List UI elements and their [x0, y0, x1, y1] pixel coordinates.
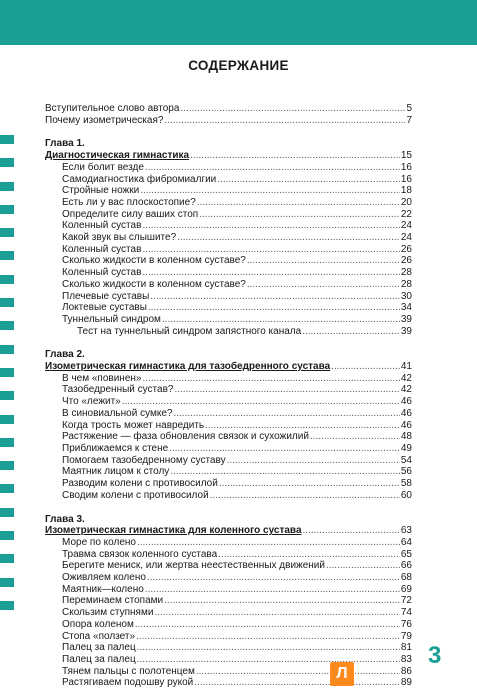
leader-dots [210, 490, 400, 502]
toc-item-page: 74 [400, 607, 412, 619]
toc-item[interactable] [45, 549, 412, 561]
leader-dots [174, 384, 399, 396]
toc-item-title: Стройные ножки [62, 185, 140, 197]
toc-item[interactable] [45, 619, 412, 631]
chapter-heading-page: 63 [400, 525, 412, 537]
toc-item-title: Коленный сустав [62, 220, 142, 232]
toc-item[interactable] [45, 232, 412, 244]
leader-dots [170, 466, 400, 478]
chapter-label: Глава 2. [45, 349, 85, 361]
toc-item-page: 20 [400, 196, 412, 208]
toc-item-title: Туннельный синдром [62, 313, 161, 325]
leader-dots [180, 103, 405, 115]
side-marker [0, 508, 14, 517]
toc-item-title: Вступительное слово автора [45, 103, 180, 114]
chapter2-items [45, 373, 412, 502]
toc-item-page: 46 [400, 407, 412, 419]
toc-item-page: 69 [400, 583, 412, 595]
leader-dots [196, 666, 400, 678]
toc-item-page: 39 [400, 325, 412, 337]
toc-item[interactable] [45, 209, 412, 221]
toc-item[interactable] [45, 267, 412, 279]
side-marker [0, 438, 14, 447]
toc-item[interactable] [45, 255, 412, 267]
side-markers [0, 135, 14, 624]
top-accent-bar [0, 0, 477, 45]
chapter-heading-row[interactable] [45, 150, 412, 162]
toc-item-title: Какой звук вы слышите? [62, 232, 177, 244]
leader-dots [302, 326, 400, 338]
toc-item-page: 68 [400, 572, 412, 584]
toc-item[interactable] [45, 490, 412, 502]
leader-dots [190, 150, 400, 162]
toc-item-title: Сколько жидкости в коленном суставе? [62, 278, 246, 290]
toc-item-title: Коленный сустав [62, 267, 142, 279]
toc-item-page: 16 [400, 173, 412, 185]
toc-item-page: 81 [400, 642, 412, 654]
side-marker [0, 461, 14, 470]
toc-item[interactable] [45, 197, 412, 209]
leader-dots [194, 677, 400, 689]
toc-item[interactable] [45, 466, 412, 478]
toc-item-title: Травма связок коленного сустава [62, 548, 218, 560]
chapter-heading-page: 15 [400, 150, 412, 162]
toc-item[interactable] [45, 431, 412, 443]
intro-list [45, 103, 412, 126]
side-marker [0, 368, 14, 377]
toc-item-page: 7 [406, 114, 412, 126]
toc-item-title: Сводим колени с противосилой [62, 489, 209, 501]
toc-item-title: Приближаемся к стене [62, 442, 169, 454]
toc-item-page: 89 [400, 677, 412, 689]
toc-item[interactable] [45, 666, 412, 678]
leader-dots [148, 302, 400, 314]
toc-item-page: 83 [400, 653, 412, 665]
toc-item[interactable] [45, 443, 412, 455]
toc-item-page: 60 [400, 489, 412, 501]
chapter-heading-title: Изометрическая гимнастика для тазобедренного сустава [45, 361, 331, 373]
side-marker [0, 205, 14, 214]
side-marker [0, 182, 14, 191]
toc-item[interactable] [45, 103, 412, 115]
leader-dots [164, 115, 405, 127]
side-marker [0, 321, 14, 330]
leader-dots [122, 396, 400, 408]
leader-dots [145, 162, 400, 174]
toc-item-title: Локтевые суставы [62, 302, 147, 314]
side-marker [0, 345, 14, 354]
toc-item-title: Скользим ступнями [62, 607, 154, 619]
leader-dots [137, 642, 400, 654]
toc-item[interactable] [45, 115, 412, 127]
leader-dots [326, 560, 400, 572]
toc-item[interactable] [45, 408, 412, 420]
leader-dots [137, 654, 400, 666]
side-marker [0, 135, 14, 144]
toc-item-page: 54 [400, 454, 412, 466]
toc-item[interactable] [45, 677, 412, 689]
toc-item-page: 42 [400, 384, 412, 396]
leader-dots [154, 607, 399, 619]
toc-item-title: Маятник лицом к столу [62, 466, 170, 478]
toc-item-page: 26 [400, 255, 412, 267]
leader-dots [147, 572, 400, 584]
toc-item-page: 46 [400, 419, 412, 431]
side-marker [0, 251, 14, 260]
toc-item[interactable] [45, 244, 412, 256]
toc-item-title: Коленный сустав [62, 243, 142, 255]
side-marker [0, 578, 14, 587]
toc-item-page: 64 [400, 536, 412, 548]
toc-item-title: Есть ли у вас плоскостопие? [62, 196, 196, 208]
side-marker [0, 601, 14, 610]
toc-item-page: 86 [400, 665, 412, 677]
toc-item[interactable] [45, 314, 412, 326]
toc-item-page: 42 [400, 372, 412, 384]
toc-item-title: Помогаем тазобедренному суставу [62, 454, 226, 466]
toc-item[interactable] [45, 537, 412, 549]
leader-dots [135, 619, 400, 631]
toc-item[interactable] [45, 185, 412, 197]
table-of-contents [45, 103, 412, 689]
toc-item[interactable] [45, 302, 412, 314]
leader-dots [136, 631, 400, 643]
leader-dots [218, 549, 400, 561]
leader-dots [217, 174, 400, 186]
side-marker [0, 531, 14, 540]
toc-item-page: 49 [400, 442, 412, 454]
leader-dots [310, 431, 400, 443]
toc-item-title: Сколько жидкости в коленном суставе? [62, 255, 246, 267]
toc-item-page: 28 [400, 278, 412, 290]
leader-dots [247, 255, 400, 267]
side-marker [0, 484, 14, 493]
toc-item-title: Определите силу ваших стоп [62, 208, 199, 220]
toc-item-page: 76 [400, 618, 412, 630]
toc-item-title: Берегите мениск, или жертва неестественных движений [62, 560, 325, 572]
toc-item-page: 34 [400, 302, 412, 314]
toc-item-title: Плечевые суставы [62, 290, 150, 302]
toc-item[interactable] [45, 631, 412, 643]
chapter-label: Глава 3. [45, 513, 85, 525]
side-marker [0, 391, 14, 400]
chapter-heading-row[interactable] [45, 525, 412, 537]
toc-subitem[interactable] [45, 326, 412, 338]
toc-item-title: Когда трость может навредить [62, 419, 205, 431]
toc-item-title: В чем «повинен» [62, 372, 142, 384]
toc-item-page: 24 [400, 232, 412, 244]
toc-item-title: Что «лежит» [62, 396, 121, 408]
toc-item-page: 58 [400, 478, 412, 490]
chapter-heading-row[interactable] [45, 361, 412, 373]
toc-item-title: Палец за палец [62, 653, 136, 665]
toc-item-page: 56 [400, 466, 412, 478]
leader-dots [169, 443, 400, 455]
toc-item-title: Растягиваем подошву рукой [62, 677, 194, 689]
side-marker [0, 298, 14, 307]
leader-dots [142, 267, 399, 279]
page-number: 3 [428, 642, 442, 669]
toc-item-page: 66 [400, 560, 412, 572]
leader-dots [303, 525, 400, 537]
leader-dots [142, 373, 399, 385]
toc-item[interactable] [45, 220, 412, 232]
leader-dots [197, 197, 400, 209]
toc-item[interactable] [45, 584, 412, 596]
leader-dots [219, 478, 400, 490]
leader-dots [150, 291, 400, 303]
toc-item-page: 39 [400, 313, 412, 325]
toc-item-page: 79 [400, 630, 412, 642]
leader-dots [162, 314, 400, 326]
toc-item-title: Маятник—колено [62, 583, 144, 595]
chapter-heading-title: Диагностическая гимнастика [45, 150, 190, 162]
side-marker [0, 415, 14, 424]
toc-item[interactable] [45, 654, 412, 666]
chapter-heading-title: Изометрическая гимнастика для коленного сустава [45, 525, 302, 537]
toc-item-page: 46 [400, 396, 412, 408]
leader-dots [137, 537, 400, 549]
toc-item-title: Разводим колени с противосилой [62, 478, 218, 490]
toc-item-page: 22 [400, 208, 412, 220]
toc-item[interactable] [45, 162, 412, 174]
toc-item-title: Тест на туннельный синдром запястного канала [77, 325, 302, 337]
toc-item-title: Почему изометрическая? [45, 114, 164, 126]
toc-item-title: Переминаем стопами [62, 595, 164, 607]
toc-item-page: 65 [400, 548, 412, 560]
toc-item-title: Тазобедренный сустав? [62, 384, 174, 396]
toc-item[interactable] [45, 572, 412, 584]
leader-dots [331, 361, 400, 373]
leader-dots [140, 185, 400, 197]
toc-item-page: 24 [400, 220, 412, 232]
side-marker [0, 554, 14, 563]
leader-dots [164, 595, 400, 607]
toc-item-title: Стопа «ползет» [62, 630, 136, 642]
toc-item[interactable] [45, 595, 412, 607]
toc-item-page: 30 [400, 290, 412, 302]
toc-item-title: Тянем пальцы с полотенцем [62, 665, 195, 677]
toc-item[interactable] [45, 373, 412, 385]
toc-item-title: Если болит везде [62, 161, 144, 173]
toc-item[interactable] [45, 642, 412, 654]
leader-dots [145, 584, 400, 596]
toc-item-title: Море по колено [62, 536, 136, 548]
chapter-heading-page: 41 [400, 361, 412, 373]
leader-dots [199, 209, 400, 221]
toc-item[interactable] [45, 384, 412, 396]
side-marker [0, 228, 14, 237]
toc-item-title: Опора коленом [62, 618, 134, 630]
leader-dots [177, 232, 400, 244]
toc-item[interactable] [45, 279, 412, 291]
toc-item-page: 26 [400, 243, 412, 255]
toc-item-page: 72 [400, 595, 412, 607]
toc-item-page: 18 [400, 185, 412, 197]
side-marker [0, 275, 14, 284]
toc-item[interactable] [45, 478, 412, 490]
leader-dots [205, 420, 400, 432]
leader-dots [142, 220, 399, 232]
toc-item[interactable] [45, 291, 412, 303]
toc-item-title: Самодиагностика фибромиалгии [62, 173, 217, 185]
toc-item-page: 48 [400, 431, 412, 443]
toc-item-page: 5 [406, 103, 412, 114]
toc-item-page: 28 [400, 267, 412, 279]
toc-item-page: 16 [400, 161, 412, 173]
chapter-label: Глава 1. [45, 138, 85, 150]
chapter1-items [45, 162, 412, 326]
toc-item-title: Оживляем колено [62, 572, 146, 584]
toc-item[interactable] [45, 420, 412, 432]
toc-item[interactable] [45, 560, 412, 572]
leader-dots [227, 455, 400, 467]
leader-dots [142, 244, 399, 256]
toc-item-title: В синовиальной сумке? [62, 407, 173, 419]
page-title: СОДЕРЖАНИЕ [188, 58, 289, 73]
leader-dots [247, 279, 400, 291]
toc-item[interactable] [45, 174, 412, 186]
side-marker [0, 158, 14, 167]
toc-item[interactable] [45, 396, 412, 408]
toc-item[interactable] [45, 607, 412, 619]
leader-dots [173, 408, 399, 420]
toc-item-title: Палец за палец [62, 642, 136, 654]
publisher-logo-icon [330, 662, 354, 686]
logo-glyph: Л [336, 665, 348, 682]
toc-item[interactable] [45, 455, 412, 467]
chapter3-items [45, 537, 412, 689]
toc-item-title: Растяжение — фаза обновления связок и сухожилий [62, 431, 309, 443]
